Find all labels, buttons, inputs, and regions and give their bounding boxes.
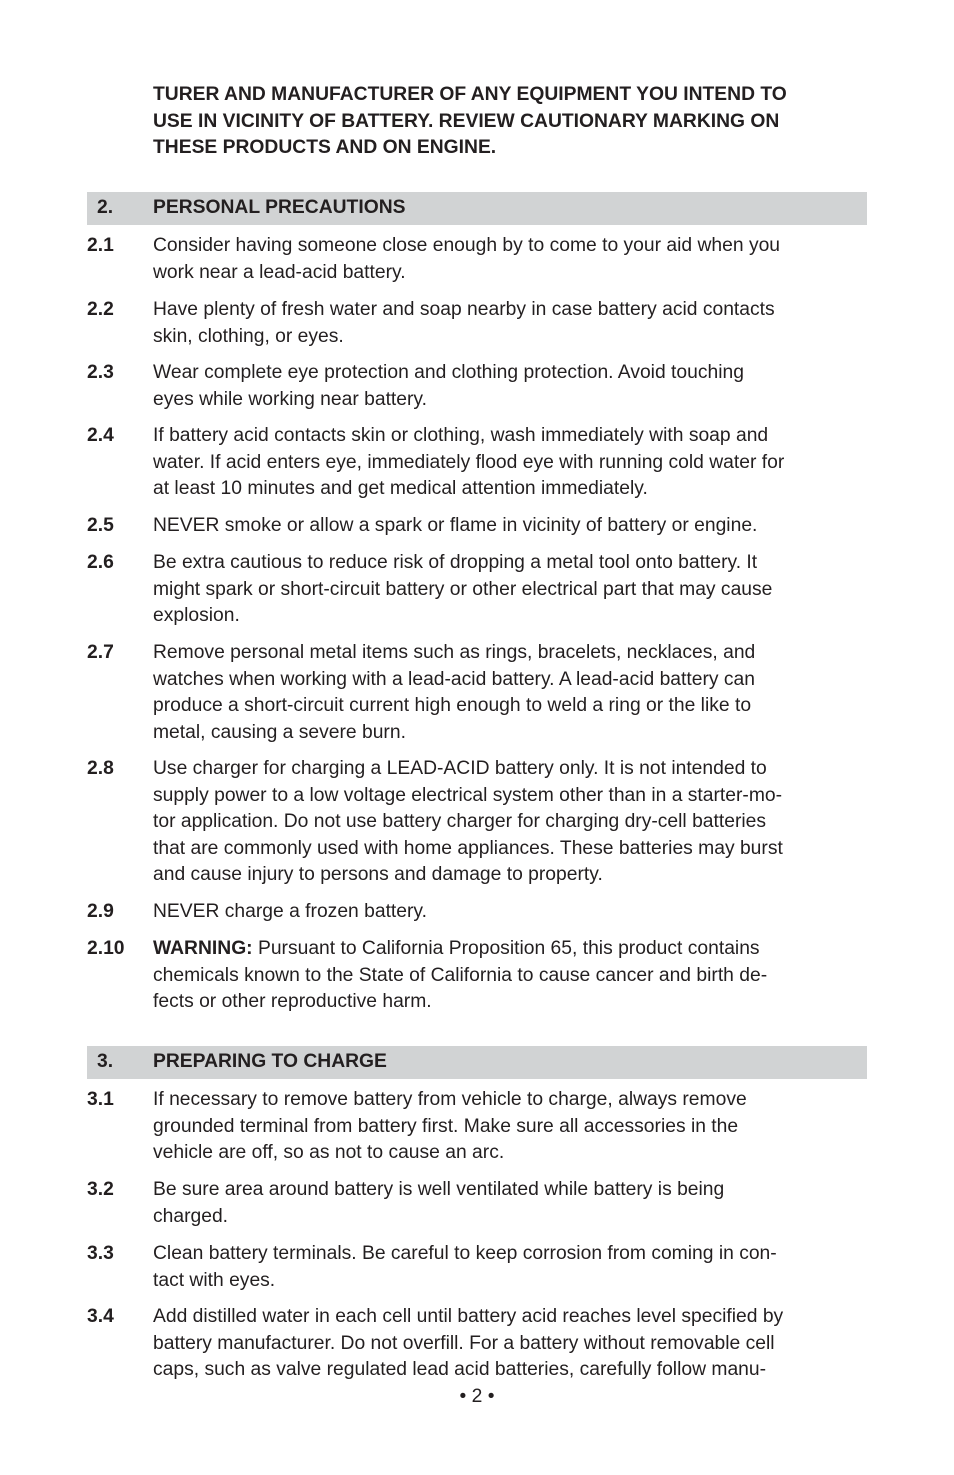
item-line: Wear complete eye protection and clothing protection. Avoid touching xyxy=(153,362,744,383)
item-line: NEVER smoke or allow a spark or flame in vicinity of battery or engine. xyxy=(153,515,758,536)
section-title: PERSONAL PRECAUTIONS xyxy=(153,197,406,218)
list-item-3-1 xyxy=(87,1087,867,1167)
list-item-2-7 xyxy=(87,640,867,746)
item-line: at least 10 minutes and get medical attention immediately. xyxy=(153,478,648,499)
item-line: skin, clothing, or eyes. xyxy=(153,325,344,347)
warning-label: WARNING: xyxy=(153,938,253,959)
list-item-2-8 xyxy=(87,756,867,889)
item-line: If necessary to remove battery from vehicle to charge, always remove xyxy=(153,1089,747,1110)
section-2-header xyxy=(87,192,867,225)
item-line: metal, causing a severe burn. xyxy=(153,721,406,743)
item-line: vehicle are off, so as not to cause an arc. xyxy=(153,1142,505,1163)
item-line: Be extra cautious to reduce risk of dropping a metal tool onto battery. It xyxy=(153,552,758,573)
item-number: 2.10 xyxy=(87,938,125,959)
item-number: 2.6 xyxy=(87,552,114,573)
item-line: explosion. xyxy=(153,605,240,626)
item-line: Use charger for charging a LEAD-ACID battery only. It is not intended to xyxy=(153,758,767,779)
item-line: Consider having someone close enough by to come to your aid when you xyxy=(153,235,781,256)
section-number: 3. xyxy=(97,1051,114,1072)
item-number: 2.7 xyxy=(87,642,114,663)
list-item-2-9 xyxy=(87,899,867,926)
item-line xyxy=(153,936,867,963)
item-line: Clean battery terminals. Be careful to keep corrosion from coming in con- xyxy=(153,1243,777,1264)
item-line: Have plenty of fresh water and soap nearby in case battery acid contacts xyxy=(153,299,775,320)
item-line: produce a short-circuit current high enough to weld a ring or the like to xyxy=(153,695,752,716)
item-text xyxy=(153,550,867,630)
intro-line: USE IN VICINITY OF BATTERY. REVIEW CAUTIONARY MARKING ON xyxy=(153,110,780,132)
list-item-3-3 xyxy=(87,1241,867,1294)
list-item-2-3 xyxy=(87,360,867,413)
section-3-header xyxy=(87,1046,867,1079)
item-text xyxy=(153,513,867,540)
item-number: 2.5 xyxy=(87,515,114,536)
section-title: PREPARING TO CHARGE xyxy=(153,1051,387,1072)
list-item-3-2 xyxy=(87,1177,867,1230)
item-line: fects or other reproductive harm. xyxy=(153,991,432,1012)
item-line: Remove personal metal items such as rings, bracelets, necklaces, and xyxy=(153,642,756,663)
item-number: 3.1 xyxy=(87,1089,114,1110)
item-text xyxy=(153,936,867,1016)
item-line: NEVER charge a frozen battery. xyxy=(153,901,427,922)
item-text xyxy=(153,1177,867,1230)
intro-paragraph xyxy=(153,82,873,162)
item-number: 2.8 xyxy=(87,758,114,779)
page-number: • 2 • xyxy=(459,1386,495,1407)
list-item-2-6 xyxy=(87,550,867,630)
list-item-2-5 xyxy=(87,513,867,540)
item-line: charged. xyxy=(153,1205,229,1227)
item-number: 2.1 xyxy=(87,235,114,256)
item-line: tact with eyes. xyxy=(153,1269,276,1291)
item-number: 2.2 xyxy=(87,299,114,320)
item-line: eyes while working near battery. xyxy=(153,388,427,410)
list-item-2-2 xyxy=(87,297,867,350)
item-line: tor application. Do not use battery charger for charging dry-cell batteries xyxy=(153,811,767,832)
item-number: 2.4 xyxy=(87,425,114,446)
item-line: caps, such as valve regulated lead acid batteries, carefully follow manu- xyxy=(153,1359,767,1380)
item-text xyxy=(153,1304,867,1384)
item-line: grounded terminal from battery first. Make sure all accessories in the xyxy=(153,1115,739,1137)
item-line: water. If acid enters eye, immediately flood eye with running cold water for xyxy=(153,451,785,473)
item-line: and cause injury to persons and damage to property. xyxy=(153,864,603,885)
item-number: 3.2 xyxy=(87,1179,114,1200)
item-line: work near a lead-acid battery. xyxy=(153,261,406,283)
intro-line: THESE PRODUCTS AND ON ENGINE. xyxy=(153,137,497,158)
item-text xyxy=(153,640,867,746)
item-line: battery manufacturer. Do not overfill. For a battery without removable cell xyxy=(153,1332,775,1354)
item-number: 2.3 xyxy=(87,362,114,383)
item-line: chemicals known to the State of California to cause cancer and birth de- xyxy=(153,964,768,986)
item-line: Be sure area around battery is well ventilated while battery is being xyxy=(153,1179,725,1200)
item-text xyxy=(153,297,867,350)
item-text xyxy=(153,756,867,889)
item-line: If battery acid contacts skin or clothing, wash immediately with soap and xyxy=(153,425,769,446)
item-text xyxy=(153,360,867,413)
item-number: 3.3 xyxy=(87,1243,114,1264)
warning-text: Pursuant to California Proposition 65, this product contains xyxy=(252,938,760,959)
list-item-2-4 xyxy=(87,423,867,503)
item-text xyxy=(153,899,867,926)
item-line: supply power to a low voltage electrical system other than in a starter-mo- xyxy=(153,784,783,806)
section-number: 2. xyxy=(97,197,114,218)
list-item-3-4 xyxy=(87,1304,867,1384)
item-number: 2.9 xyxy=(87,901,114,922)
item-text xyxy=(153,1241,867,1294)
item-text xyxy=(153,233,867,286)
item-line: that are commonly used with home appliances. These batteries may burst xyxy=(153,837,783,859)
item-text xyxy=(153,423,867,503)
list-item-2-1 xyxy=(87,233,867,286)
item-line: watches when working with a lead-acid battery. A lead-acid battery can xyxy=(153,668,755,690)
item-text xyxy=(153,1087,867,1167)
list-item-2-10 xyxy=(87,936,867,1016)
item-line: might spark or short-circuit battery or other electrical part that may cause xyxy=(153,578,773,600)
item-line: Add distilled water in each cell until battery acid reaches level specified by xyxy=(153,1306,784,1327)
intro-line: TURER AND MANUFACTURER OF ANY EQUIPMENT YOU INTEND TO xyxy=(153,84,787,105)
item-number: 3.4 xyxy=(87,1306,114,1327)
